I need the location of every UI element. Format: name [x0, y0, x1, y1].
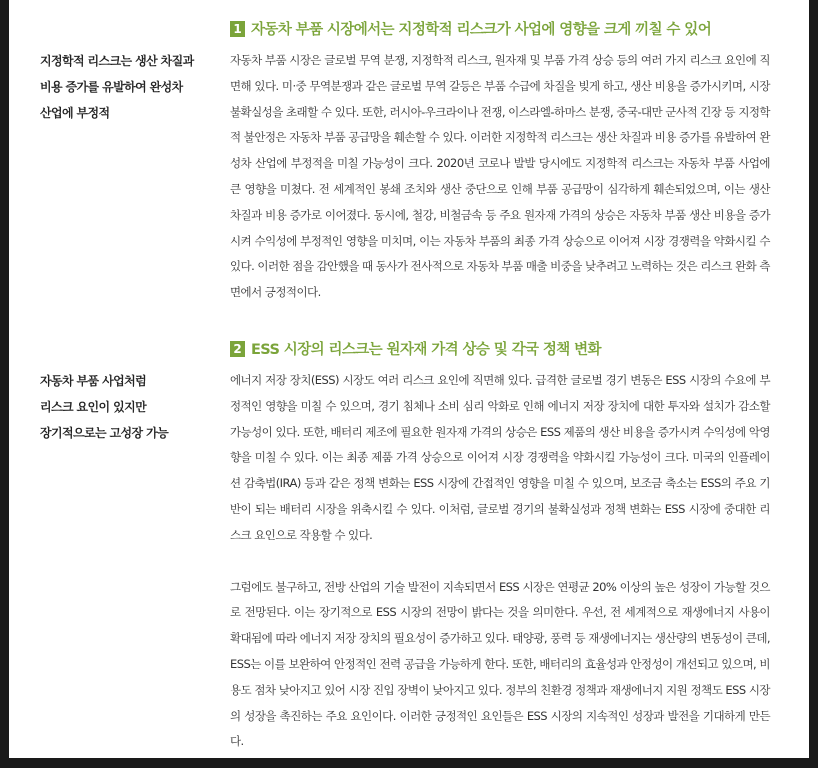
sidebar-line: 산업에 부정적: [40, 106, 110, 120]
section-1-sidebar-summary: [40, 48, 205, 126]
section-2-body: [230, 368, 770, 755]
section-2-heading: [230, 338, 601, 359]
section-2-title: ESS 시장의 리스크는 원자재 가격 상승 및 각국 정책 변화: [251, 342, 601, 358]
section-2-paragraph-1: 에너지 저장 장치(ESS) 시장도 여러 리스크 요인에 직면해 있다. 급격한 글로벌 경기 변동은 ESS 시장의 수요에 부정적인 영향을 미칠 수 있으며, 경기 침체나 소비 심리 악화로 인해 에너지 저장 장치에 대한 투자와 설치가 감소할 가능성이 있다. 또한, 배터리 제조에 필요한 원자재 가격의 상승은 ESS 제품의 생산 비용을 증가시켜 수익성에 악영향을 미칠 수 있다. 이는 최종 제품 가격 상승으로 이어져 시장 경쟁력을 약화시킬 가능성이 크다. 미국의 인플레이션 감축법(IRA) 등과 같은 정책 변화는 ESS 시장에 간접적인 영향을 미칠 수 있으며, 보조금 축소는 ESS의 주요 기반이 되는 배터리 시장을 위축시킬 수 있다. 이처럼, 글로벌 경기의 불확실성과 정책 변화는 ESS 시장에 중대한 리스크 요인으로 작용할 수 있다.: [230, 373, 770, 542]
sidebar-line: 지정학적 리스크는 생산 차질과: [40, 54, 194, 68]
sidebar-line: 비용 증가를 유발하여 완성차: [40, 80, 183, 94]
section-1-number-badge: 1: [230, 21, 245, 37]
report-page: [9, 0, 809, 758]
section-2-sidebar-summary: [40, 368, 205, 446]
section-1-body: [230, 48, 770, 306]
sidebar-line: 리스크 요인이 있지만: [40, 400, 147, 414]
sidebar-line: 장기적으로는 고성장 가능: [40, 426, 169, 440]
section-1-paragraph: 자동차 부품 시장은 글로벌 무역 분쟁, 지정학적 리스크, 원자재 및 부품 가격 상승 등의 여러 가지 리스크 요인에 직면해 있다. 미·중 무역분쟁과 같은 글로벌 무역 갈등은 부품 수급에 차질을 빚게 하고, 생산 비용을 증가시키며, 시장 불확실성을 초래할 수 있다. 또한, 러시아-우크라이나 전쟁, 이스라엘-하마스 분쟁, 중국-대만 군사적 긴장 등 지정학적 불안정은 자동차 부품 공급망을 훼손할 수 있다. 이러한 지정학적 리스크는 생산 차질과 비용 증가를 유발하여 완성차 산업에 부정적을 미칠 가능성이 크다. 2020년 코로나 발발 당시에도 지정학적 리스크는 자동차 부품 사업에 큰 영향을 미쳤다. 전 세계적인 봉쇄 조치와 생산 중단으로 인해 부품 공급망이 심각하게 훼손되었으며, 이는 생산 차질과 비용 증가로 이어졌다. 동시에, 철강, 비철금속 등 주요 원자재 가격의 상승은 자동차 부품 생산 비용을 증가시켜 수익성에 부정적인 영향을 미치며, 이는 자동차 부품의 최종 가격 상승으로 이어져 시장 경쟁력을 약화시킬 수 있다. 이러한 점을 감안했을 때 동사가 전사적으로 자동차 부품 매출 비중을 낮추려고 노력하는 것은 리스크 완화 측면에서 긍정적이다.: [230, 53, 770, 300]
section-2-paragraph-2: 그럼에도 불구하고, 전방 산업의 기술 발전이 지속되면서 ESS 시장은 연평균 20% 이상의 높은 성장이 가능할 것으로 전망된다. 이는 장기적으로 ESS 시장의 전망이 밝다는 것을 의미한다. 우선, 전 세계적으로 재생에너지 사용이 확대됨에 따라 에너지 저장 장치의 필요성이 증가하고 있다. 태양광, 풍력 등 재생에너지는 생산량의 변동성이 큰데, ESS는 이를 보완하여 안정적인 전력 공급을 가능하게 한다. 또한, 배터리의 효율성과 안정성이 개선되고 있으며, 비용도 점차 낮아지고 있어 시장 진입 장벽이 낮아지고 있다. 정부의 친환경 정책과 재생에너지 지원 정책도 ESS 시장의 성장을 촉진하는 주요 요인이다. 이러한 긍정적인 요인들은 ESS 시장의 지속적인 성장과 발전을 기대하게 만든다.: [230, 579, 770, 749]
section-2-number-badge: 2: [230, 341, 245, 357]
section-1-title: 자동차 부품 시장에서는 지정학적 리스크가 사업에 영향을 크게 끼칠 수 있어: [251, 22, 712, 38]
sidebar-line: 자동차 부품 사업처럼: [40, 374, 147, 388]
section-1-heading: [230, 18, 711, 39]
